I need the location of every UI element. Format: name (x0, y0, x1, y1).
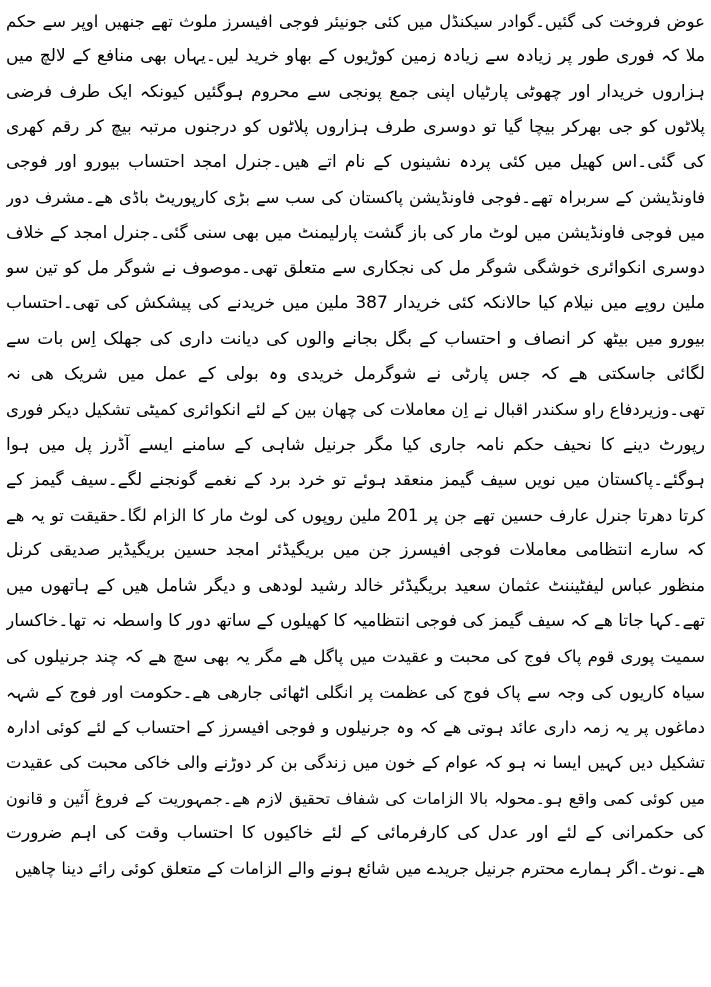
text-line-5: کی گئی۔اس کھیل میں کئی پردہ نشینوں کے نام اتے ھیں۔جنرل امجد احتساب بیورو اور فوجی (6, 152, 705, 173)
text-line-7: میں فوجی فاونڈیشن میں لوٹ مار کی باز گشت پارلیمنٹ میں بھی سنی گئی۔جنرل امجد کے خلاف (6, 222, 705, 243)
text-line-6: فاونڈیشن کے سربراہ تھے۔فوجی فاونڈیشن پاکستان کی سب سے بڑی کارپوریٹ باڈی ھے۔مشرف دور (6, 188, 705, 208)
text-line-21: دماغوں پر یہ زمہ داری عائد ہوتی ھے کہ وہ جرنیلوں و فوجی افیسرز کے احتساب کے لئے کوئی ادارہ (6, 717, 705, 737)
text-line-16: کہ سارے انتظامی معاملات فوجی افیسرز جن میں بریگیڈئر امجد حسین بریگیڈیر صدیقی کرنل (6, 540, 705, 561)
text-line-18: تھے۔کہا جاتا ھے کہ سیف گیمز کی فوجی انتظامیہ کا کھیلوں کے ساتھ دور کا واسطہ نہ تھا۔خاکسار (6, 611, 705, 632)
text-line-3: ہزاروں خریدار اور چھوٹی پارٹیاں اپنی جمع پونجی سے محروم ہوگئیں کیونکہ ایک طرف فرضی (6, 81, 705, 102)
text-line-10: بیورو میں بیٹھ کر انصاف و احتساب کے بگل بجانے والوں کی دیانت داری کی جھلک اِس بات سے (6, 328, 705, 349)
text-line-8: دوسری انکوائری خوشگی شوگر مل کی نجکاری سے متعلق تھی۔موصوف نے شوگر مل کو تین سو (6, 258, 705, 279)
text-line-9: ملین روپے میں نیلام کیا حالانکہ کئی خریدار 387 ملین میں خریدنے کی پیشکش کی تھی۔احتساب (6, 293, 705, 314)
text-line-12: تھی۔وزیردفاع راو سکندر اقبال نے اِن معاملات کی چھان بین کے لئے انکوائری کمیٹی تشکیل دیکر فوری (6, 400, 705, 420)
text-line-4: پلاٹوں کو جی بھرکر بیچا گیا تو دوسری طرف ہزاروں پلاٹوں کو درجنوں مرتبہ بیچ کر رقم کھری (6, 116, 705, 137)
text-line-20: سیاہ کاریوں کی وجہ سے پاک فوج کی عظمت پر انگلی اٹھائی جارھی ھے۔حکومت اور فوج کے شہہ (6, 682, 705, 702)
text-line-1: عوض فروخت کی گئیں۔گوادر سیکنڈل میں کئی جونیئر فوجی افیسرز ملوث تھے جنھیں اوپر سے حکم (6, 12, 705, 31)
text-line-15: کرتا دھرتا جنرل عارف حسین تھے جن پر 201 ملین روپوں کی لوٹ مار کا الزام لگا۔حقیقت تو یہ ھے (6, 506, 705, 526)
text-line-23: میں کوئی کمی واقع ہو۔محولہ بالا الزامات کی شفاف تحقیق لازم ھے۔جمہوریت کے فروغ آئین و قانون (6, 788, 705, 808)
text-line-17: منظور عباس لیفٹیننٹ عثمان سعید بریگیڈئر خالد رشید لودھی و دیگر شامل ھیں کے ہاتھوں میں (6, 575, 705, 596)
text-line-13: رپورٹ دینے کا نحیف حکم نامہ جاری کیا مگر جرنیل شاہی کے سامنے ایسے آڈرز پل میں ہوا (6, 434, 705, 455)
text-line-22: تشکیل دیں کہیں ایسا نہ ہو کہ عوام کے خون میں زندگی بن کر دوڑنے والی خاکی محبت کی عقیدت (6, 753, 705, 773)
text-line-25: ھے۔نوٹ۔اگر ہمارے محترم جرنیل جریدے میں شائع ہونے والے الزامات کے متعلق کوئی رائے دینا چاھیں (14, 859, 705, 879)
text-line-24: کی حکمرانی کے لئے اور عدل کی کارفرمائی کے لئے خاکیوں کا احتساب وقت کی اہم ضرورت (6, 822, 705, 843)
text-line-11: لگائی جاسکتی ھے کہ جس پارٹی نے شوگرمل خریدی وہ بولی کے عمل میں شریک ھی نہ (6, 363, 705, 384)
text-line-14: ہوگئے۔پاکستان میں نویں سیف گیمز منعقد ہوئے تو خرد برد کے نغمے گونجنے لگے۔سیف گیمز کے (6, 469, 705, 490)
text-line-2: ملا کہ فوری طور پر زیادہ سے زیادہ زمین کوڑیوں کے بھاو خرید لیں۔یہاں بھی منافع کے لالچ میں (6, 46, 705, 67)
text-line-19: سمیت پوری قوم پاک فوج کی محبت و عقیدت میں پاگل ھے مگر یہ بھی سچ ھے کہ چند جرنیلوں کی (6, 647, 705, 667)
